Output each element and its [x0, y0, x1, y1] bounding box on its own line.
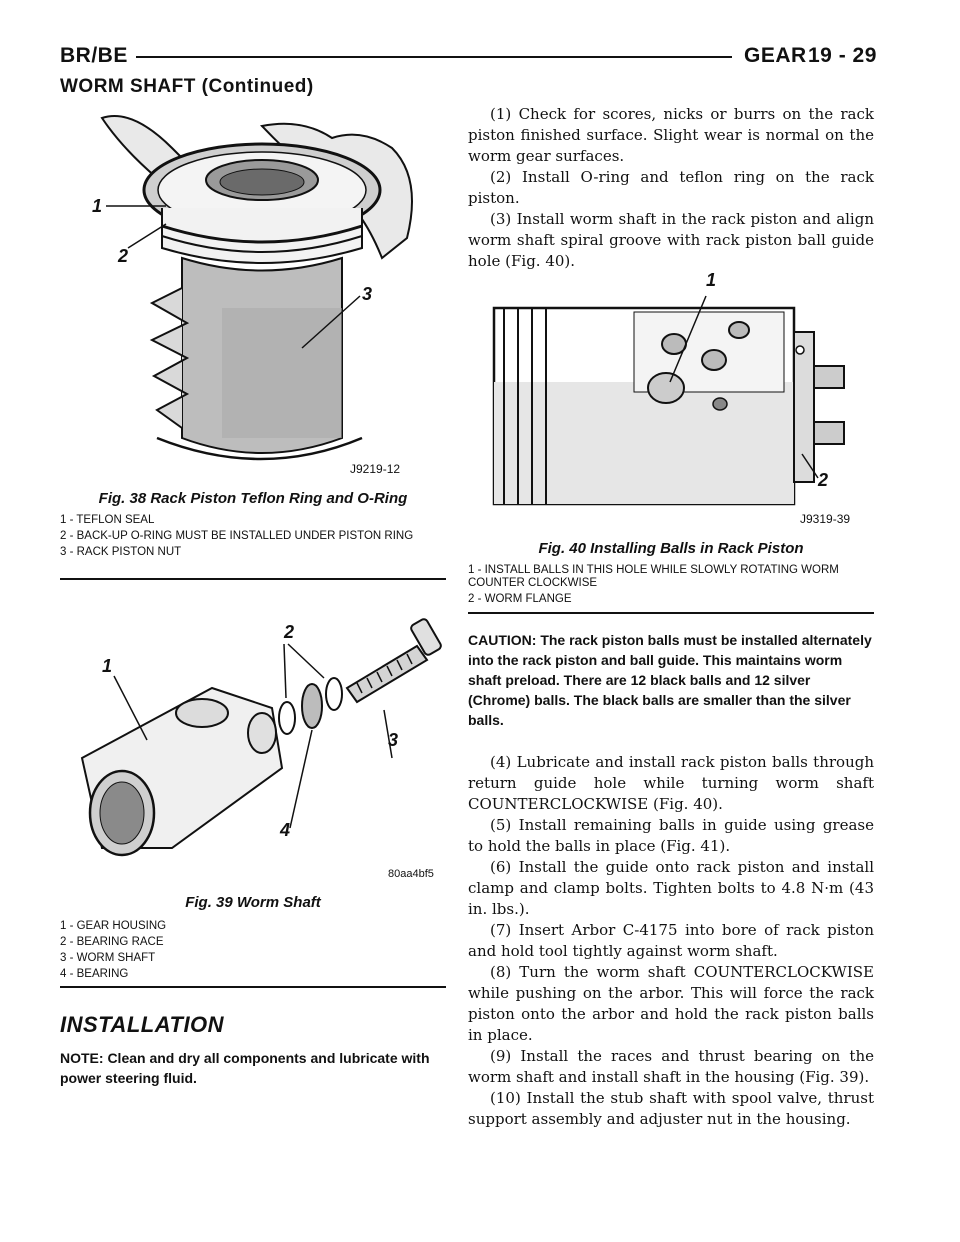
step-1: (1) Check for scores, nicks or burrs on the rack piston finished surface. Slight wear is normal on the worm gear surfaces. [468, 105, 874, 165]
step-9: (9) Install the races and thrust bearing on the worm shaft and install shaft in the housing (Fig. 39). [468, 1047, 874, 1086]
fig39-captions [60, 920, 446, 984]
fig40-divider [468, 612, 874, 614]
fig39-title: Fig. 39 Worm Shaft [185, 894, 321, 911]
fig38-callout-3: 3 [362, 284, 373, 304]
fig39-callout-1: 1 [102, 656, 113, 676]
fig39-divider [60, 986, 446, 988]
header-section: GEAR [744, 44, 807, 67]
step-8: (8) Turn the worm shaft COUNTERCLOCKWISE while pushing on the arbor. This will force the rack piston onto the arbor and hold the rack piston balls in place. [468, 963, 874, 1044]
fig40-caption-1: 1 - INSTALL BALLS IN THIS HOLE WHILE SLOWLY ROTATING WORM COUNTER CLOCKWISE [468, 564, 839, 589]
fig38-caption-1: 1 - TEFLON SEAL [60, 514, 155, 526]
fig38-illustration [62, 108, 446, 480]
fig40-caption-2: 2 - WORM FLANGE [468, 593, 572, 605]
fig40-illustration [484, 272, 874, 516]
fig40-captions [468, 564, 874, 609]
fig39-callout-4: 4 [280, 820, 291, 840]
fig38-caption-3: 3 - RACK PISTON NUT [60, 546, 182, 558]
fig39-caption-1: 1 - GEAR HOUSING [60, 920, 167, 932]
section-title: WORM SHAFT (Continued) [60, 76, 314, 97]
fig40-code: J9319-39 [800, 512, 851, 526]
steps-bottom [468, 752, 874, 1130]
step-3: (3) Install worm shaft in the rack piston and align worm shaft spiral groove with rack piston ball guide hole (Fig. 40). [468, 210, 874, 270]
step-5: (5) Install remaining balls in guide using grease to hold the balls in place (Fig. 41). [468, 816, 874, 855]
fig39-callout-3: 3 [388, 730, 399, 750]
fig38-callout-2: 2 [118, 246, 129, 266]
step-6: (6) Install the guide onto rack piston and install clamp and clamp bolts. Tighten bolts to 4.8 N·m (43 in. lbs.). [468, 858, 874, 918]
installation-note: NOTE: Clean and dry all components and lubricate with power steering fluid. [60, 1050, 430, 1086]
header-rule [136, 56, 732, 58]
fig39-caption-3: 3 - WORM SHAFT [60, 952, 156, 964]
fig39-caption-4: 4 - BEARING [60, 968, 129, 980]
fig38-callout-1: 1 [92, 196, 103, 216]
fig38-divider [60, 578, 446, 580]
installation-heading: INSTALLATION [60, 1012, 225, 1037]
fig38-title: Fig. 38 Rack Piston Teflon Ring and O-Ring [98, 490, 408, 507]
fig38-caption-2: 2 - BACK-UP O-RING MUST BE INSTALLED UNDER PISTON RING [60, 530, 414, 542]
fig40-callout-1: 1 [706, 270, 717, 290]
fig40-title: Fig. 40 Installing Balls in Rack Piston [538, 540, 804, 557]
header-page-number: 19 - 29 [808, 44, 877, 67]
fig39-code: 80aa4bf5 [388, 868, 434, 880]
fig38-code: J9219-12 [350, 462, 401, 476]
step-2: (2) Install O-ring and teflon ring on the rack piston. [468, 168, 874, 207]
fig38-captions [60, 514, 446, 562]
step-4: (4) Lubricate and install rack piston balls through return guide hole while turning worm shaft COUNTERCLOCKWISE (Fig. 40). [468, 753, 874, 813]
caution-note: CAUTION: The rack piston balls must be installed alternately into the rack piston and ball guide. This maintains worm shaft preload. There are 12 black balls and 12 silver (Chrome) balls. The black balls are smaller than the silver balls. [468, 632, 872, 728]
fig40-callout-2: 2 [818, 470, 829, 490]
step-10: (10) Install the stub shaft with spool valve, thrust support assembly and adjuster nut in the housing. [468, 1089, 874, 1128]
fig39-caption-2: 2 - BEARING RACE [60, 936, 164, 948]
step-7: (7) Insert Arbor C-4175 into bore of rack piston and hold tool tightly against worm shaft. [468, 921, 874, 960]
steps-top [468, 104, 874, 272]
fig39-callout-2: 2 [284, 622, 295, 642]
header-model: BR/BE [60, 44, 128, 67]
